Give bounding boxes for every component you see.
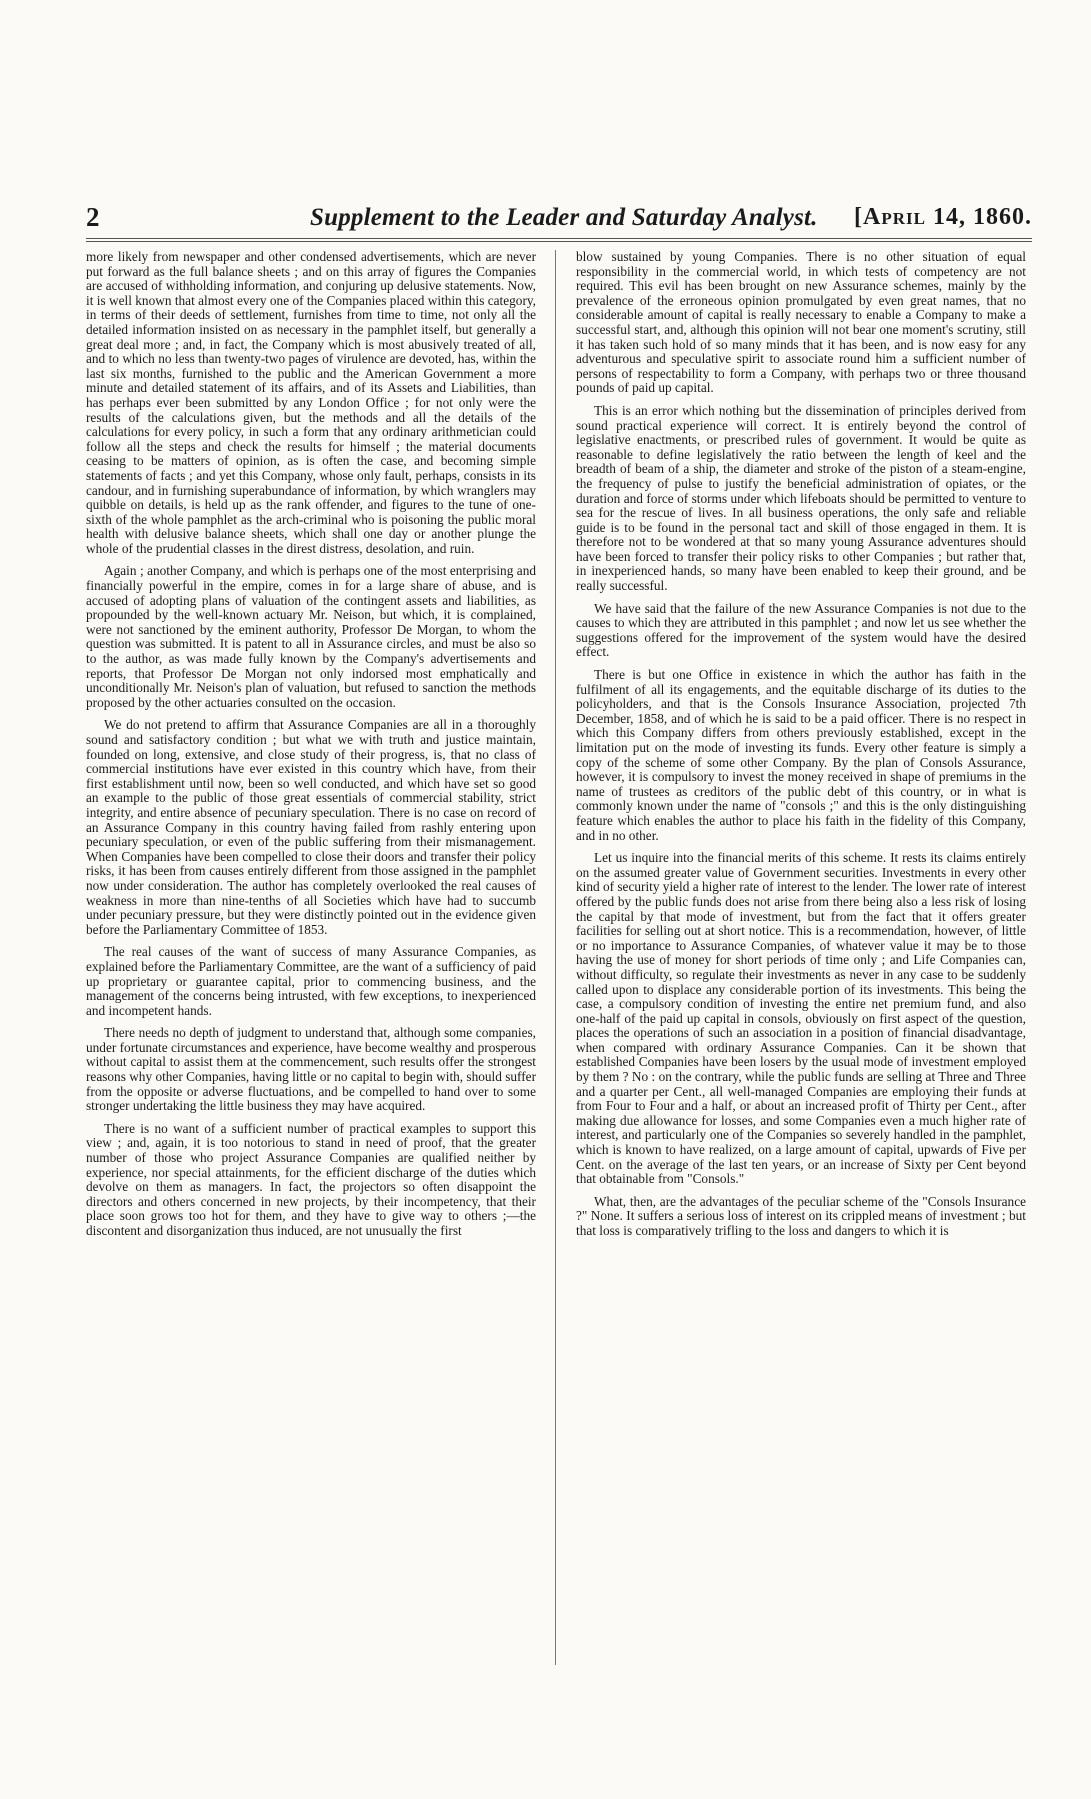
column-divider (555, 250, 556, 1665)
paragraph: There needs no depth of judgment to understand that, although some companies, under fortunate circumstances and experience, have become wealthy and prosperous without capital to assist them at the commencement, such results offer the strongest reasons why other Companies, having little or no capital to begin with, should suffer from the opposite or adverse fluctuations, and be compelled to hand over to some stronger undertaking the little business they may have acquired. (86, 1025, 536, 1114)
paragraph: We have said that the failure of the new Assurance Companies is not due to the causes to which they are attributed in this pamphlet ; and now let us see whether the suggestions offered for the improvement of the system would have the desired effect. (576, 600, 1026, 660)
paragraph: We do not pretend to affirm that Assurance Companies are all in a thoroughly sound and satisfactory condition ; but what we with truth and justice maintain, founded on long, extensive, and close study of their progress, is, that no class of commercial institutions have ever existed in this country which have, from their first establishment until now, been so well conducted, and which have set so good an example to the public of those great essentials of commercial stability, strict integrity, and entire absence of pecuniary speculation. There is no case on record of an Assurance Company in this country having failed from rashly entering upon pecuniary speculation, or even of the public suffering from their mismanagement. When Companies have been compelled to close their doors and transfer their policy risks, it has been from causes entirely different from those assigned in the pamphlet now under consideration. The author has completely overlooked the real causes of weakness in more than nine-tenths of all Societies which have had to succumb under pecuniary pressure, but they were distinctly pointed out in the evidence given before the Parliamentary Committee of 1853. (86, 717, 536, 937)
paragraph: The real causes of the want of success of many Assurance Companies, as explained before the Parliamentary Committee, are the want of a sufficiency of paid up proprietary or guarantee capital, prior to commencing business, and the management of the concerns being intrusted, with few exceptions, to inexperienced and incompetent hands. (86, 944, 536, 1018)
left-column (86, 250, 536, 1670)
paragraph: There is but one Office in existence in which the author has faith in the fulfilment of all its engagements, and the equitable discharge of its duties to the policyholders, and that is the Consols Insurance Association, projected 7th December, 1858, and of which he is said to be a paid officer. There is no respect in which this Company differs from others previously established, except in the limitation put on the mode of investing its funds. Every other feature is simply a copy of the scheme of some other Company. By the plan of Consols Assurance, however, it is compulsory to invest the money received in shape of premiums in the name of trustees as creditors of the public debt of this country, or in what is commonly known under the name of "consols ;" and this is the only distinguishing feature which enables the author to place his faith in the fidelity of this Company, and in no other. (576, 667, 1026, 843)
paragraph: This is an error which nothing but the dissemination of principles derived from sound practical experience will correct. It is entirely beyond the control of legislative enactments, or prescribed rules of government. It would be quite as reasonable to define legislatively the ratio between the length of keel and the breadth of beam of a ship, the diameter and stroke of the piston of a steam-engine, the frequency of pulse to justify the beneficial administration of opiates, or the duration and force of storms under which lifeboats should be permitted to venture to sea for the rescue of lives. In all business operations, the only safe and reliable guide is to be found in the personal tact and skill of those engaged in them. It is therefore not to be wondered at that so many young Assurance adventures should have been forced to transfer their policy risks to other Companies ; but rather that, in inexperienced hands, so many have been enabled to keep their ground, and be really successful. (576, 402, 1026, 594)
paragraph: What, then, are the advantages of the peculiar scheme of the "Consols Insurance ?" None. It suffers a serious loss of interest on its crippled means of investment ; but that loss is comparatively trifling to the loss and dangers to which it is (576, 1193, 1026, 1238)
paragraph: more likely from newspaper and other condensed advertisements, which are never put forward as the full balance sheets ; and on this array of figures the Companies are accused of withholding information, and conjuring up delusive statements. Now, it is well known that almost every one of the Companies placed within this category, in terms of their deeds of settlement, furnishes from time to time, not only all the detailed information insisted on as necessary in the pamphlet itself, but generally a great deal more ; and, in fact, the Company which is most abusively treated of all, and to which no less than twenty-two pages of virulence are devoted, has, within the last six months, furnished to the public and the American Government a more minute and detailed statement of its affairs, and of its Assets and Liabilities, than has perhaps ever been submitted by any London Office ; for not only were the results of the calculations given, but the methods and all the details of the calculations for every policy, in such a form that any ordinary arithmetician could follow all the steps and check the results for himself ; the material documents ceasing to be matters of opinion, as is often the case, and becoming simple statements of facts ; and yet this Company, whose only fault, perhaps, consists in its candour, and in furnishing superabundance of information, by which wranglers may quibble on details, is held up as the rank offender, and figures to the tune of one-sixth of the whole pamphlet as the arch-criminal who is poisoning the public moral health with delusive balance sheets, which shall one day or another plunge the whole of the prudential classes in the direst distress, desolation, and ruin. (86, 250, 536, 556)
running-header (86, 200, 1032, 236)
paragraph: blow sustained by young Companies. There is no other situation of equal responsibility in the commercial world, in which tests of competency are not required. This evil has been brought on new Assurance schemes, mainly by the prevalence of the erroneous opinion promulgated by even great names, that no considerable amount of capital is really necessary to enable a Company to make a successful start, and, although this opinion will not bear one moment's scrutiny, still it has taken such hold of so many minds that it has been, and is now easy for any adventurous and speculative spirit to associate round him a sufficient number of persons of respectability to form a Company, with perhaps two or three thousand pounds of paid up capital. (576, 250, 1026, 396)
paragraph: Let us inquire into the financial merits of this scheme. It rests its claims entirely on the assumed greater value of Government securities. Investments in every other kind of security yield a higher rate of interest to the lender. The lower rate of interest offered by the public funds does not arise from there being also a less risk of losing the capital by that mode of investment, but from the fact that it offers greater facilities for selling out at short notice. This is a recommendation, however, of little or no importance to Assurance Companies, of whatever value it may be to those having the use of money for short periods of time only ; and Life Companies can, without difficulty, so regulate their investments as never in any case to be suddenly called upon to displace any considerable portion of its investments. This being the case, a compulsory condition of investing the entire net premium fund, and also one-half of the paid up capital in consols, obviously on first aspect of the question, places the operations of such an association in a position of financial disadvantage, when compared with ordinary Assurance Companies. Can it be shown that established Companies have been losers by the usual mode of investment employed by them ? No : on the contrary, while the public funds are selling at Three and Three and a quarter per Cent., all well-managed Companies are employing their funds at from Four to Four and a half, or about an increased profit of Thirty per Cent., after making due allowance for losses, and some Companies even a much higher rate of interest, and particularly one of the Companies so severely handled in the pamphlet, which is known to have realized, on a large amount of capital, upwards of Five per Cent. on the average of the last ten years, or an increase of Sixty per Cent beyond that obtainable from "Consols." (576, 850, 1026, 1187)
paragraph: Again ; another Company, and which is perhaps one of the most enterprising and financially powerful in the empire, comes in for a large share of abuse, and is accused of adopting plans of valuation of the contingent assets and liabilities, as propounded by the well-known actuary Mr. Neison, but which, it is complained, were not sanctioned by the eminent authority, Professor De Morgan, to whom the question was submitted. It is patent to all in Assurance circles, and must be also so to the author, as was made fully known by the Company's advertisements and reports, that Professor De Morgan not only indorsed most emphatically and unconditionally Mr. Neison's plan of valuation, but refused to sanction the methods proposed by the other actuaries consulted on the occasion. (86, 563, 536, 710)
page-number: 2 (86, 202, 100, 232)
right-column (576, 250, 1026, 1670)
issue-date: [April 14, 1860. (854, 204, 1032, 230)
header-rule (86, 238, 1032, 242)
running-title: Supplement to the Leader and Saturday Analyst. (310, 204, 818, 231)
paragraph: There is no want of a sufficient number of practical examples to support this view ; and, again, it is too notorious to stand in need of proof, that the greater number of those who project Assurance Companies are qualified neither by experience, nor special attainments, for the efficient discharge of the duties which devolve on them as managers. In fact, the projectors so often disappoint the directors and others concerned in new projects, by their incompetency, that their place soon grows too hot for them, and they have to give way to others ;—the discontent and disorganization thus induced, are not unusually the first (86, 1120, 536, 1238)
